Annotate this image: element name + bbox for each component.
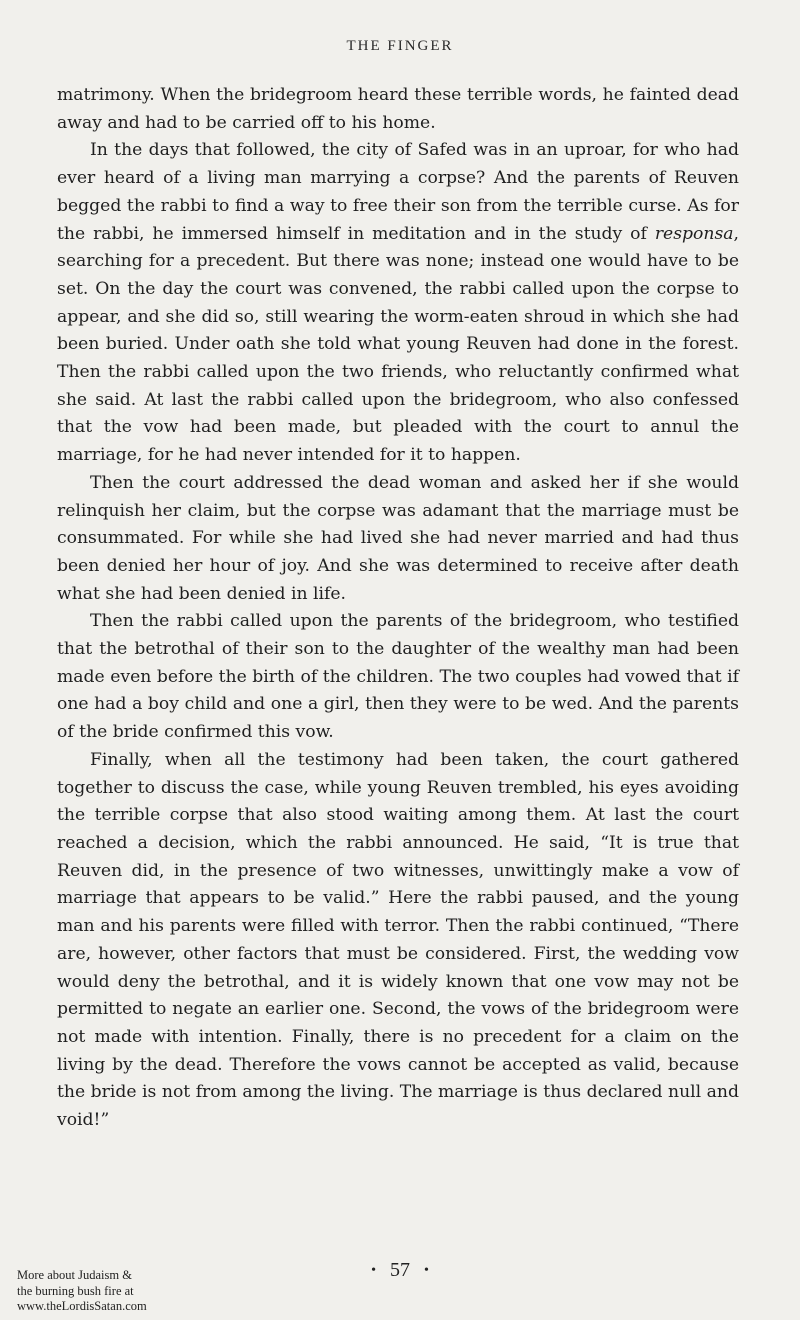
responsa-italic: responsa: [654, 223, 734, 244]
paragraph-4-text: Then the rabbi called upon the parents of the bridegroom, who testified that the betrothal of their son to the daughter of the wealthy man had been made even before the birth of the children. The two couples had vowed that if one had a boy child and one a girl, then they were to be wed. And the parents of the bride confirmed this vow.: [57, 611, 739, 743]
paragraph-2-text-b: , searching for a precedent. But there was none; instead one would have to be set. On the day the court was convened, the rabbi called upon the corpse to appear, and she did so, still wearing the worm-eaten shroud in which she had been buried. Under oath she told what young Reuven had done in the forest. Then the rabbi called upon the two friends, who reluctantly confirmed what she said. At last the rabbi called upon the bridegroom, who also confessed that the vow had been made, but pleaded with the court to annul the marriage, for he had never intended for it to happen.: [57, 223, 739, 466]
running-head: THE FINGER: [346, 38, 454, 54]
credit-line-2: the burning bush fire at: [17, 1283, 134, 1298]
paragraph-2: [57, 137, 739, 469]
paragraph-1-text: matrimony. When the bridegroom heard these terrible words, he fainted dead away and had to be carried off to his home.: [57, 85, 739, 133]
paragraph-5-text: Finally, when all the testimony had been taken, the court gathered together to discuss the case, while young Reuven trembled, his eyes avoiding the terrible corpse that also stood waiting among them. At last the court reached a decision, which the rabbi announced. He said, “It is true that Reuven did, in the presence of two witnesses, unwittingly make a vow of marriage that appears to be valid.” Here the rabbi paused, and the young man and his parents were filled with terror. Then the rabbi continued, “There are, however, other factors that must be considered. First, the wedding vow would deny the betrothal, and it is widely known that one vow may not be permitted to negate an earlier one. Second, the vows of the bridegroom were not made with intention. Finally, there is no precedent for a claim on the living by the dead. Therefore the vows cannot be accepted as valid, because the bride is not from among the living. The marriage is thus declared null and void!”: [57, 749, 739, 1131]
body-text: [57, 82, 739, 1135]
folio-bullet-left: •: [371, 1263, 376, 1279]
credit-url[interactable]: www.theLordisSatan.com: [17, 1299, 147, 1313]
paragraph-2-text-a: In the days that followed, the city of Safed was in an uproar, for who had ever heard of a living man marrying a corpse? And the parents of Reuven begged the rabbi to find a way to free their son from the terrible curse. As for the rabbi, he immersed himself in meditation and in the study of: [57, 140, 739, 244]
paragraph-4: [57, 608, 739, 747]
credit-note: [17, 1268, 147, 1315]
page-number-value: 57: [390, 1259, 410, 1281]
paragraph-5: [57, 747, 739, 1135]
paragraph-3: [57, 470, 739, 609]
paragraph-1: [57, 82, 739, 137]
paragraph-3-text: Then the court addressed the dead woman and asked her if she would relinquish her claim, but the corpse was adamant that the marriage must be consummated. For while she had lived she had never married and had thus been denied her hour of joy. And she was determined to receive after death what she had been denied in life.: [57, 472, 739, 604]
folio-bullet-right: •: [424, 1263, 429, 1279]
credit-line-1: More about Judaism &: [17, 1268, 132, 1282]
